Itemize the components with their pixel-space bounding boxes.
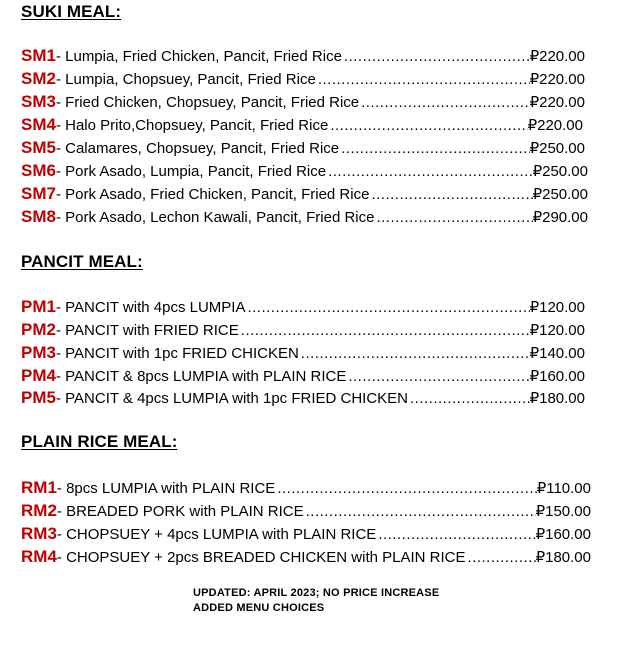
menu-item-pm3 (21, 343, 585, 365)
item-price: ₽110.00 (536, 480, 591, 497)
dot-leader (299, 345, 530, 362)
item-description: - Halo Prito,Chopsuey, Pancit, Fried Rice (55, 117, 329, 134)
item-code: SM1 (21, 46, 56, 65)
item-code: PM2 (21, 320, 56, 339)
dot-leader (466, 549, 536, 566)
menu-item-pm4 (21, 366, 585, 388)
update-note: UPDATED: APRIL 2023; NO PRICE INCREASE (193, 587, 440, 599)
dot-leader (359, 94, 529, 111)
dot-leader (304, 503, 536, 520)
dot-leader (316, 71, 530, 88)
menu-item-sm2 (21, 69, 585, 91)
menu-item-pm1 (21, 297, 585, 319)
menu-item-sm1 (21, 46, 585, 68)
menu-item-sm3 (21, 92, 585, 114)
item-price: ₽150.00 (535, 503, 591, 520)
dot-leader (245, 299, 529, 316)
item-price: ₽140.00 (529, 345, 585, 362)
item-code: SM7 (21, 184, 56, 203)
menu-item-sm6 (21, 161, 588, 183)
item-code: PM1 (21, 297, 56, 316)
item-description: - BREADED PORK with PLAIN RICE (56, 503, 304, 520)
item-price: ₽250.00 (532, 163, 588, 180)
item-description: - PANCIT & 4pcs LUMPIA with 1pc FRIED CHICKEN (55, 390, 408, 407)
dot-leader (374, 209, 532, 226)
item-code: PM5 (21, 388, 56, 407)
menu-item-sm5 (21, 138, 585, 160)
item-code: RM1 (21, 478, 57, 497)
menu-item-rm3 (21, 524, 591, 546)
section-title-plain-rice-meal: PLAIN RICE MEAL: (21, 432, 178, 451)
item-price: ₽250.00 (532, 186, 588, 203)
menu-item-sm8 (21, 207, 588, 229)
item-price: ₽220.00 (527, 117, 583, 134)
item-description: - Fried Chicken, Chopsuey, Pancit, Fried Rice (55, 94, 360, 111)
item-price: ₽180.00 (535, 549, 591, 566)
item-code: SM5 (21, 138, 56, 157)
item-description: - PANCIT with 1pc FRIED CHICKEN (55, 345, 299, 362)
dot-leader (342, 48, 530, 65)
dot-leader (346, 368, 529, 385)
section-title-pancit-meal: PANCIT MEAL: (21, 252, 143, 271)
item-description: - PANCIT with FRIED RICE (55, 322, 239, 339)
item-description: - Pork Asado, Fried Chicken, Pancit, Fried Rice (55, 186, 370, 203)
dot-leader (376, 526, 535, 543)
item-description: - PANCIT & 8pcs LUMPIA with PLAIN RICE (55, 368, 347, 385)
item-code: SM4 (21, 115, 56, 134)
item-description: - Pork Asado, Lumpia, Pancit, Fried Rice (55, 163, 327, 180)
menu-item-rm1 (21, 478, 591, 500)
dot-leader (369, 186, 532, 203)
item-price: ₽160.00 (535, 526, 591, 543)
menu-item-pm5 (21, 388, 585, 410)
menu-item-sm7 (21, 184, 588, 206)
item-price: ₽220.00 (529, 94, 585, 111)
menu-item-rm4 (21, 547, 591, 569)
item-description: - CHOPSUEY + 2pcs BREADED CHICKEN with PLAIN RICE (56, 549, 466, 566)
dot-leader (339, 140, 529, 157)
item-price: ₽220.00 (529, 48, 585, 65)
item-code: RM4 (21, 547, 57, 566)
dot-leader (275, 480, 536, 497)
dot-leader (239, 322, 530, 339)
item-description: - 8pcs LUMPIA with PLAIN RICE (56, 480, 276, 497)
item-code: SM8 (21, 207, 56, 226)
item-price: ₽290.00 (532, 209, 588, 226)
dot-leader (326, 163, 532, 180)
item-price: ₽180.00 (529, 390, 585, 407)
item-price: ₽250.00 (529, 140, 585, 157)
item-code: SM6 (21, 161, 56, 180)
item-code: RM2 (21, 501, 57, 520)
item-description: - Lumpia, Chopsuey, Pancit, Fried Rice (55, 71, 316, 88)
item-price: ₽220.00 (529, 71, 585, 88)
item-code: SM2 (21, 69, 56, 88)
dot-leader (408, 390, 530, 407)
item-price: ₽120.00 (529, 299, 585, 316)
item-code: RM3 (21, 524, 57, 543)
section-title-suki-meal: SUKI MEAL: (21, 2, 122, 21)
menu-item-rm2 (21, 501, 591, 523)
item-description: - Lumpia, Fried Chicken, Pancit, Fried Rice (55, 48, 342, 65)
item-price: ₽120.00 (529, 322, 585, 339)
item-description: - Pork Asado, Lechon Kawali, Pancit, Fried Rice (55, 209, 375, 226)
item-code: PM3 (21, 343, 56, 362)
item-code: PM4 (21, 366, 56, 385)
item-description: - CHOPSUEY + 4pcs LUMPIA with PLAIN RICE (56, 526, 377, 543)
menu-item-sm4 (21, 115, 583, 137)
menu-item-pm2 (21, 320, 585, 342)
item-description: - PANCIT with 4pcs LUMPIA (55, 299, 246, 316)
added-choices-note: ADDED MENU CHOICES (193, 602, 325, 614)
item-code: SM3 (21, 92, 56, 111)
item-price: ₽160.00 (529, 368, 585, 385)
dot-leader (328, 117, 527, 134)
item-description: - Calamares, Chopsuey, Pancit, Fried Rice (55, 140, 340, 157)
